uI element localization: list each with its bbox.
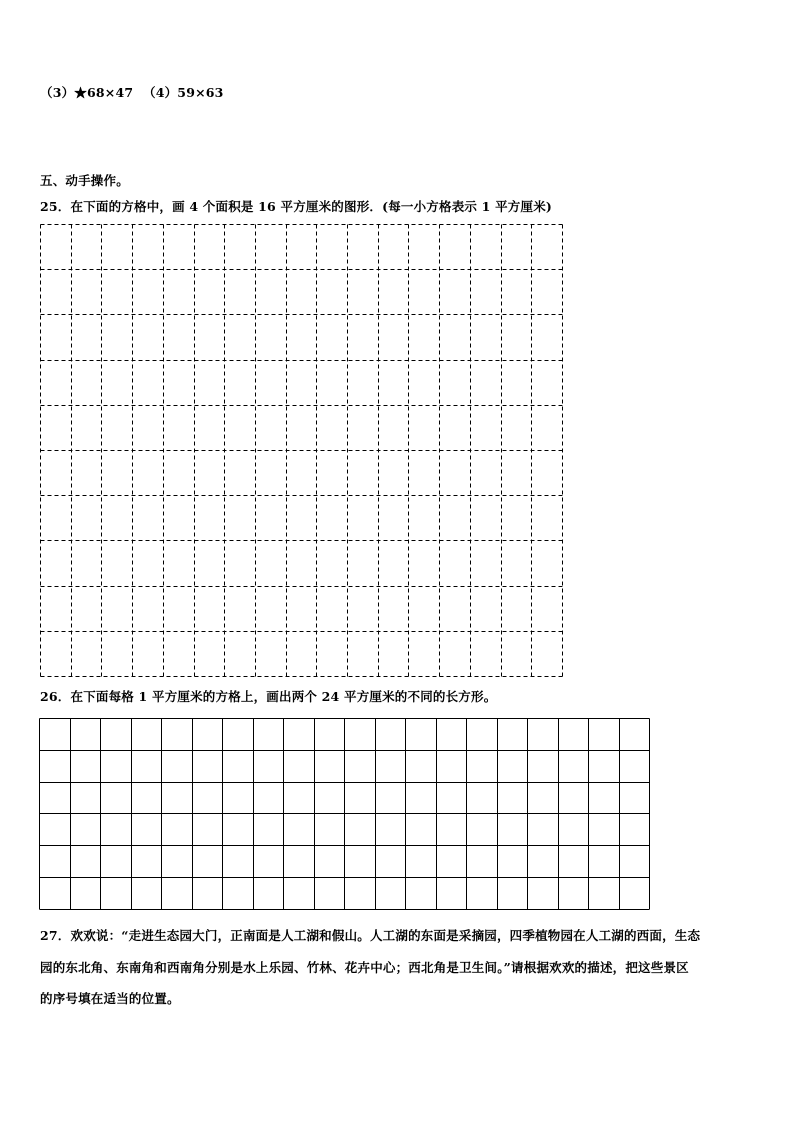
prev-item-3: （3）★68×47 [40, 85, 134, 100]
dashed-square-grid[interactable] [40, 224, 564, 678]
question-26-text: 26．在下面每格 1 平方厘米的方格上，画出两个 24 平方厘米的不同的长方形。 [40, 689, 497, 704]
question-27-line-1: 27．欢欢说：“走进生态园大门，正南面是人工湖和假山。人工湖的东面是采摘园，四季植物园在人工湖的西面，生态 [40, 928, 701, 943]
question-27-line-3: 的序号填在适当的位置。 [40, 991, 180, 1006]
question-27-line-2: 园的东北角、东南角和西南角分别是水上乐园、竹林、花卉中心；西北角是卫生间。”请根据欢欢的描述，把这些景区 [40, 960, 689, 975]
section-heading: 五、动手操作。 [40, 173, 129, 188]
question-25-text: 25．在下面的方格中，画 4 个面积是 16 平方厘米的图形．(每一小方格表示 1 平方厘米) [40, 199, 553, 214]
prev-item-4: （4）59×63 [143, 85, 224, 100]
solid-square-grid[interactable] [39, 718, 652, 911]
